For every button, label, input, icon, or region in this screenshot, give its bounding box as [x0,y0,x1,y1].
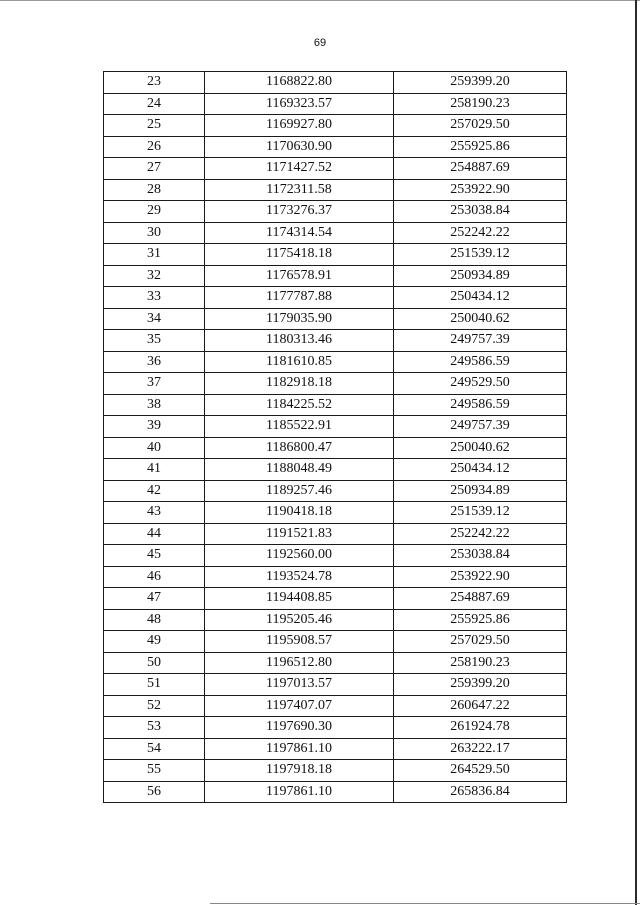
table-row [104,179,567,201]
x-coordinate-cell: 1191521.83 [205,523,394,545]
x-coordinate-cell: 1188048.49 [205,459,394,481]
point-number-cell: 47 [104,588,205,610]
point-number-cell: 36 [104,351,205,373]
y-coordinate-cell: 265836.84 [394,781,567,803]
x-coordinate-cell: 1184225.52 [205,394,394,416]
y-coordinate-cell: 257029.50 [394,115,567,137]
x-coordinate-cell: 1186800.47 [205,437,394,459]
x-coordinate-cell: 1182918.18 [205,373,394,395]
x-coordinate-cell: 1193524.78 [205,566,394,588]
y-coordinate-cell: 253922.90 [394,179,567,201]
scan-edge-bottom [210,903,640,904]
point-number-cell: 45 [104,545,205,567]
table-row [104,437,567,459]
table-row [104,695,567,717]
table-row [104,93,567,115]
y-coordinate-cell: 254887.69 [394,158,567,180]
x-coordinate-cell: 1196512.80 [205,652,394,674]
table-row [104,308,567,330]
table-row [104,609,567,631]
point-number-cell: 44 [104,523,205,545]
x-coordinate-cell: 1176578.91 [205,265,394,287]
table-row [104,265,567,287]
x-coordinate-cell: 1177787.88 [205,287,394,309]
y-coordinate-cell: 255925.86 [394,136,567,158]
x-coordinate-cell: 1169927.80 [205,115,394,137]
point-number-cell: 38 [104,394,205,416]
point-number-cell: 27 [104,158,205,180]
point-number-cell: 39 [104,416,205,438]
table-row [104,115,567,137]
y-coordinate-cell: 259399.20 [394,72,567,94]
table-row [104,416,567,438]
point-number-cell: 42 [104,480,205,502]
x-coordinate-cell: 1197861.10 [205,781,394,803]
scan-edge-top [0,0,640,1]
point-number-cell: 52 [104,695,205,717]
x-coordinate-cell: 1173276.37 [205,201,394,223]
y-coordinate-cell: 249586.59 [394,351,567,373]
x-coordinate-cell: 1197407.07 [205,695,394,717]
point-number-cell: 31 [104,244,205,266]
point-number-cell: 29 [104,201,205,223]
x-coordinate-cell: 1179035.90 [205,308,394,330]
coordinates-table-body [104,72,567,803]
table-row [104,781,567,803]
y-coordinate-cell: 251539.12 [394,244,567,266]
y-coordinate-cell: 249757.39 [394,416,567,438]
point-number-cell: 40 [104,437,205,459]
y-coordinate-cell: 249529.50 [394,373,567,395]
table-row [104,201,567,223]
point-number-cell: 50 [104,652,205,674]
y-coordinate-cell: 258190.23 [394,93,567,115]
table-row [104,222,567,244]
point-number-cell: 41 [104,459,205,481]
table-row [104,394,567,416]
x-coordinate-cell: 1174314.54 [205,222,394,244]
page-number: 69 [313,37,327,49]
point-number-cell: 32 [104,265,205,287]
x-coordinate-cell: 1194408.85 [205,588,394,610]
point-number-cell: 33 [104,287,205,309]
table-row [104,459,567,481]
x-coordinate-cell: 1169323.57 [205,93,394,115]
y-coordinate-cell: 252242.22 [394,523,567,545]
point-number-cell: 53 [104,717,205,739]
y-coordinate-cell: 250434.12 [394,287,567,309]
point-number-cell: 46 [104,566,205,588]
table-row [104,480,567,502]
table-row [104,158,567,180]
point-number-cell: 24 [104,93,205,115]
x-coordinate-cell: 1197918.18 [205,760,394,782]
y-coordinate-cell: 255925.86 [394,609,567,631]
point-number-cell: 23 [104,72,205,94]
x-coordinate-cell: 1170630.90 [205,136,394,158]
point-number-cell: 26 [104,136,205,158]
y-coordinate-cell: 261924.78 [394,717,567,739]
y-coordinate-cell: 249757.39 [394,330,567,352]
table-row [104,631,567,653]
point-number-cell: 35 [104,330,205,352]
y-coordinate-cell: 252242.22 [394,222,567,244]
y-coordinate-cell: 253922.90 [394,566,567,588]
scan-edge-right [635,0,637,905]
y-coordinate-cell: 250934.89 [394,265,567,287]
point-number-cell: 54 [104,738,205,760]
point-number-cell: 37 [104,373,205,395]
x-coordinate-cell: 1197013.57 [205,674,394,696]
point-number-cell: 49 [104,631,205,653]
x-coordinate-cell: 1197861.10 [205,738,394,760]
table-row [104,566,567,588]
table-row [104,738,567,760]
x-coordinate-cell: 1171427.52 [205,158,394,180]
y-coordinate-cell: 250434.12 [394,459,567,481]
x-coordinate-cell: 1190418.18 [205,502,394,524]
table-row [104,72,567,94]
table-row [104,287,567,309]
table-row [104,351,567,373]
x-coordinate-cell: 1195205.46 [205,609,394,631]
x-coordinate-cell: 1172311.58 [205,179,394,201]
x-coordinate-cell: 1185522.91 [205,416,394,438]
coordinates-table [103,71,567,803]
y-coordinate-cell: 259399.20 [394,674,567,696]
x-coordinate-cell: 1175418.18 [205,244,394,266]
y-coordinate-cell: 250934.89 [394,480,567,502]
table-row [104,717,567,739]
y-coordinate-cell: 257029.50 [394,631,567,653]
y-coordinate-cell: 250040.62 [394,437,567,459]
table-row [104,523,567,545]
y-coordinate-cell: 253038.84 [394,201,567,223]
point-number-cell: 48 [104,609,205,631]
point-number-cell: 56 [104,781,205,803]
table-row [104,330,567,352]
x-coordinate-cell: 1180313.46 [205,330,394,352]
y-coordinate-cell: 258190.23 [394,652,567,674]
y-coordinate-cell: 253038.84 [394,545,567,567]
table-row [104,502,567,524]
x-coordinate-cell: 1197690.30 [205,717,394,739]
table-row [104,545,567,567]
table-row [104,760,567,782]
x-coordinate-cell: 1189257.46 [205,480,394,502]
x-coordinate-cell: 1181610.85 [205,351,394,373]
table-row [104,652,567,674]
point-number-cell: 25 [104,115,205,137]
y-coordinate-cell: 260647.22 [394,695,567,717]
y-coordinate-cell: 249586.59 [394,394,567,416]
point-number-cell: 43 [104,502,205,524]
table-row [104,588,567,610]
y-coordinate-cell: 251539.12 [394,502,567,524]
point-number-cell: 55 [104,760,205,782]
x-coordinate-cell: 1192560.00 [205,545,394,567]
point-number-cell: 30 [104,222,205,244]
point-number-cell: 34 [104,308,205,330]
y-coordinate-cell: 254887.69 [394,588,567,610]
y-coordinate-cell: 250040.62 [394,308,567,330]
table-row [104,674,567,696]
x-coordinate-cell: 1195908.57 [205,631,394,653]
y-coordinate-cell: 263222.17 [394,738,567,760]
table-row [104,244,567,266]
table-row [104,373,567,395]
x-coordinate-cell: 1168822.80 [205,72,394,94]
point-number-cell: 51 [104,674,205,696]
y-coordinate-cell: 264529.50 [394,760,567,782]
table-row [104,136,567,158]
point-number-cell: 28 [104,179,205,201]
